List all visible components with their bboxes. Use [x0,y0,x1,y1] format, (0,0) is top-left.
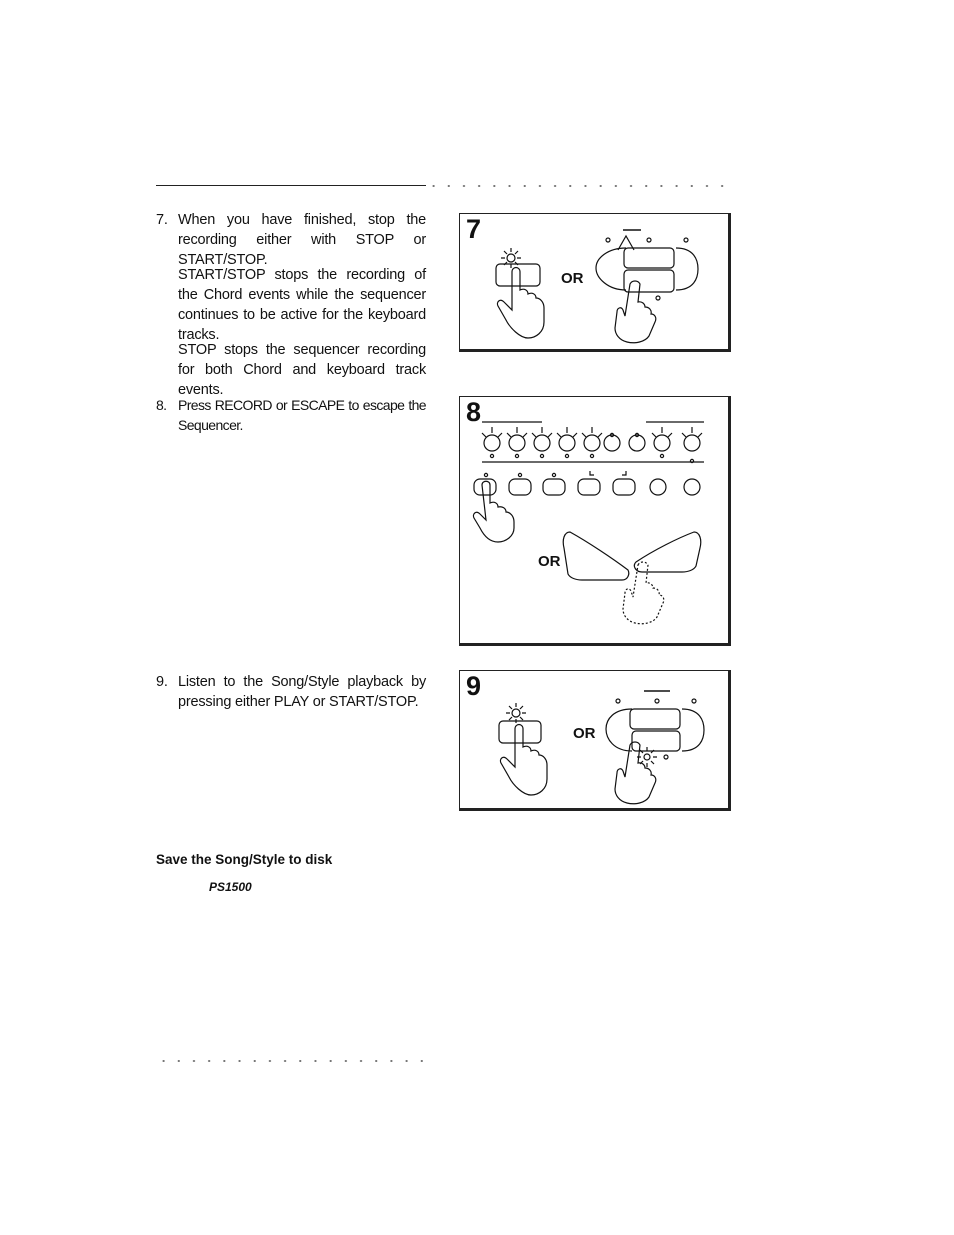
figure-9 [459,670,731,811]
figure-7 [459,213,731,352]
step-9 [156,672,426,712]
step-text: Press RECORD or ESCAPE to escape the Sequencer. [178,397,426,433]
figure-number: 8 [466,397,482,427]
figure-8-illustration [460,397,728,643]
step-7 [156,210,426,270]
figure-7-illustration [460,214,728,350]
header-dotted-rule [426,185,731,187]
or-label: OR [538,553,561,570]
or-label: OR [561,270,584,287]
figure-number: 9 [466,671,482,701]
paragraph-stop: STOP stops the sequencer recording for both Chord and keyboard track events. [178,342,426,398]
model-label: PS1500 [209,880,252,894]
footer-dotted-rule [156,1060,426,1062]
step-text: When you have finished, stop the recording either with STOP or START/STOP. [178,212,426,268]
paragraph-start-stop: START/STOP stops the recording of the Chord events while the sequencer continues to be active for the keyboard tracks. [178,267,426,343]
or-label: OR [573,725,596,742]
step-8 [156,395,426,435]
figure-8 [459,396,731,646]
figure-number: 7 [466,214,482,244]
section-title: Save the Song/Style to disk [156,852,333,867]
step-number: 7. [156,212,168,228]
step-text: Listen to the Song/Style playback by pressing either PLAY or START/STOP. [178,674,426,710]
step-number: 8. [156,397,167,413]
header-rule [156,185,426,186]
step-number: 9. [156,674,168,690]
